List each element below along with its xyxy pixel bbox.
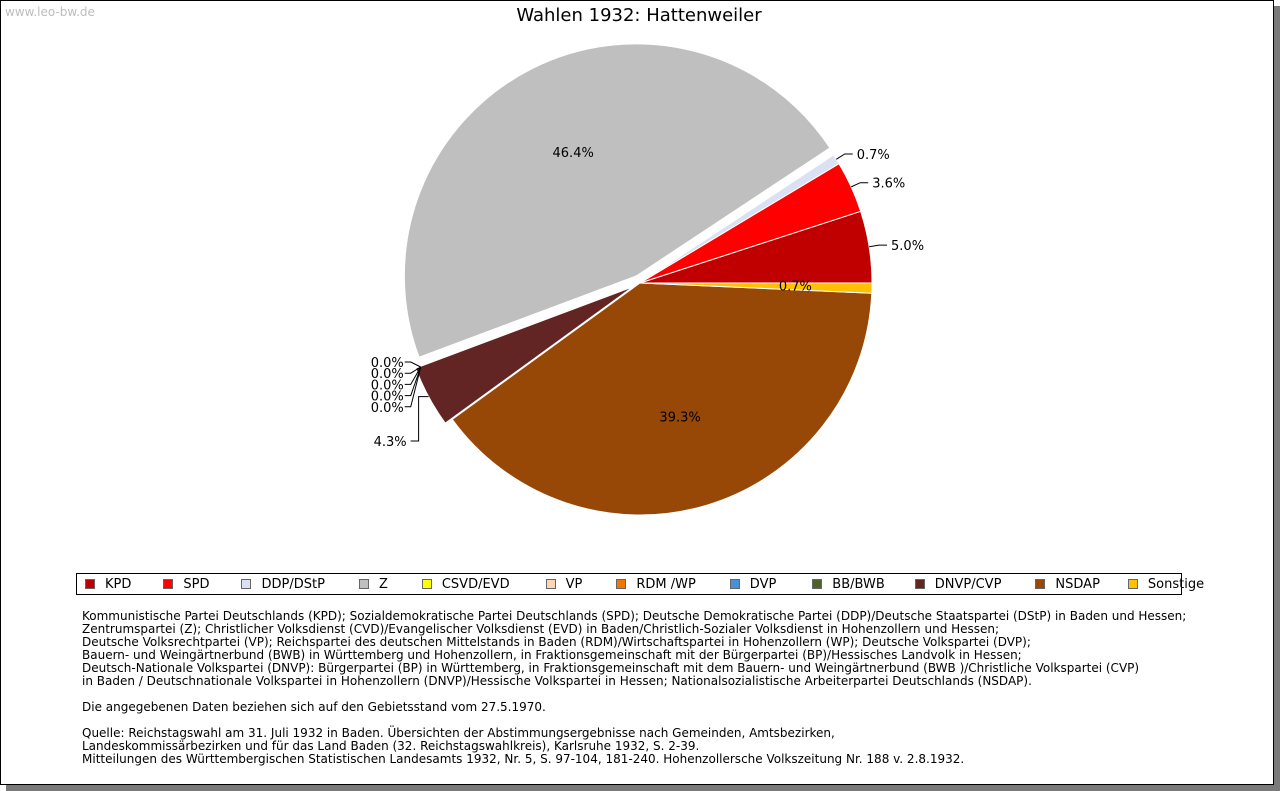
leader-line	[851, 183, 868, 187]
leader-line	[405, 362, 421, 367]
legend-label: SPD	[183, 576, 210, 592]
source-line: Quelle: Reichstagswahl am 31. Juli 1932 in Baden. Übersichten der Abstimmungsergebnisse nach Gemeinden, Amtsbezirken,	[82, 726, 835, 740]
legend-label: DNVP/CVP	[934, 576, 1002, 592]
legend-label: RDM /WP	[636, 576, 696, 592]
legend-swatch	[730, 579, 740, 589]
data-label-vp: 0.0%	[370, 367, 404, 383]
legend-swatch	[241, 579, 251, 589]
legend-item-rdm-wp	[616, 577, 695, 592]
legend-swatch	[359, 579, 369, 589]
data-label-kpd: 5.0%	[891, 239, 925, 255]
territory-note: Die angegebenen Daten beziehen sich auf den Gebietsstand vom 27.5.1970.	[82, 700, 546, 714]
data-label-dnvp-cvp: 4.3%	[373, 435, 407, 450]
legend-swatch	[1035, 579, 1045, 589]
legend-item-dvp	[730, 577, 777, 592]
legend-swatch	[85, 579, 95, 589]
legend-label: NSDAP	[1055, 576, 1100, 592]
legend-swatch	[915, 579, 925, 589]
legend-swatch	[1128, 579, 1138, 589]
legend-item-z	[359, 577, 388, 592]
legend-item-bb-bwb	[812, 577, 884, 592]
legend-label: DVP	[749, 576, 777, 592]
data-label-z: 46.4%	[552, 145, 594, 161]
legend-item-dnvp-cvp	[915, 577, 1002, 592]
legend-swatch	[616, 579, 626, 589]
leader-line	[836, 154, 852, 159]
legend-label: Z	[378, 576, 388, 592]
legend-swatch	[812, 579, 822, 589]
legend-label: DDP/DStP	[261, 576, 325, 592]
data-label-rdm-wp: 0.0%	[370, 378, 404, 394]
chart-title: Wahlen 1932: Hattenweiler	[516, 5, 762, 26]
data-label-spd: 3.6%	[872, 176, 906, 192]
legend-swatch	[163, 579, 173, 589]
legend-label: BB/BWB	[832, 576, 885, 592]
source-line: Landeskommissärbezirken und für das Land Baden (32. Reichstagswahlkreis), Karlsruhe 1932, S. 2-39.	[82, 739, 700, 753]
legend-item-spd	[163, 577, 209, 592]
legend-item-nsdap	[1035, 577, 1100, 592]
notes-line: Zentrumspartei (Z); Christlicher Volksdienst (CVD)/Evangelischer Volksdienst (EVD) in Baden/Christlich-Sozialer Volksdienst in Hohenzollern und Hessen;	[82, 622, 1000, 636]
legend-label: CSVD/EVD	[441, 576, 510, 592]
data-label-csvd-evd: 0.0%	[370, 356, 404, 371]
data-label-sonstige: 0.7%	[778, 279, 812, 295]
watermark: www.leo-bw.de	[5, 5, 95, 19]
source-line: Mitteilungen des Württembergischen Statistischen Landesamts 1932, Nr. 5, S. 97-104, 181-240. Hohenzollersche Volkszeitung Nr. 188 v. 2.8.1932.	[82, 752, 965, 766]
notes-line: Bauern- und Weingärtnerbund (BWB) in Württemberg und Hohenzollern, in Fraktionsgemeinschaft mit der Bürgerpartei (BP)/Hessisches Landvolk in Hessen;	[82, 648, 1022, 662]
leader-line	[411, 397, 429, 441]
legend-item-kpd	[85, 577, 131, 592]
leader-line	[869, 245, 887, 247]
notes-line: Deutsch-Nationale Volkspartei (DNVP): Bürgerpartei (BP) in Württemberg, in Fraktionsgemeinschaft mit dem Bauern- und Weingärtnerbund (BWB )/Christliche Volkspartei (CVP)	[82, 661, 1140, 675]
legend-label: Sonstige	[1147, 576, 1205, 592]
data-label-dvp: 0.0%	[370, 389, 404, 405]
data-label-bb-bwb: 0.0%	[370, 400, 404, 416]
legend-item-csvd-evd	[422, 577, 510, 592]
data-label-ddp-dstp: 0.7%	[856, 147, 890, 163]
legend-label: VP	[565, 576, 583, 592]
legend-label: KPD	[105, 576, 132, 592]
notes-line: Kommunistische Partei Deutschlands (KPD); Sozialdemokratische Partei Deutschlands (SPD); Deutsche Demokratische Partei (DDP)/Deutsche Staatspartei (DStP) in Baden und Hessen;	[82, 609, 1187, 623]
legend-swatch	[546, 579, 556, 589]
notes-line: Deutsche Volksrechtpartei (VP); Reichspartei des deutschen Mittelstands in Baden (RDM)/Wirtschaftspartei in Hohenzollern (WP); Deutsche Volkspartei (DVP);	[82, 635, 1031, 649]
legend-item-vp	[546, 577, 583, 592]
legend-item-sonstige	[1128, 577, 1204, 592]
notes-line: in Baden / Deutschnationale Volkspartei in Hohenzollern (DNVP)/Hessische Volkspartei in Hessen; Nationalsozialistische Arbeiterpartei Deutschlands (NSDAP).	[82, 674, 1032, 688]
chart-legend	[76, 573, 1205, 595]
data-label-nsdap: 39.3%	[659, 410, 701, 426]
legend-item-ddp-dstp	[241, 577, 324, 592]
legend-swatch	[422, 579, 432, 589]
chart-notes	[82, 610, 1232, 766]
